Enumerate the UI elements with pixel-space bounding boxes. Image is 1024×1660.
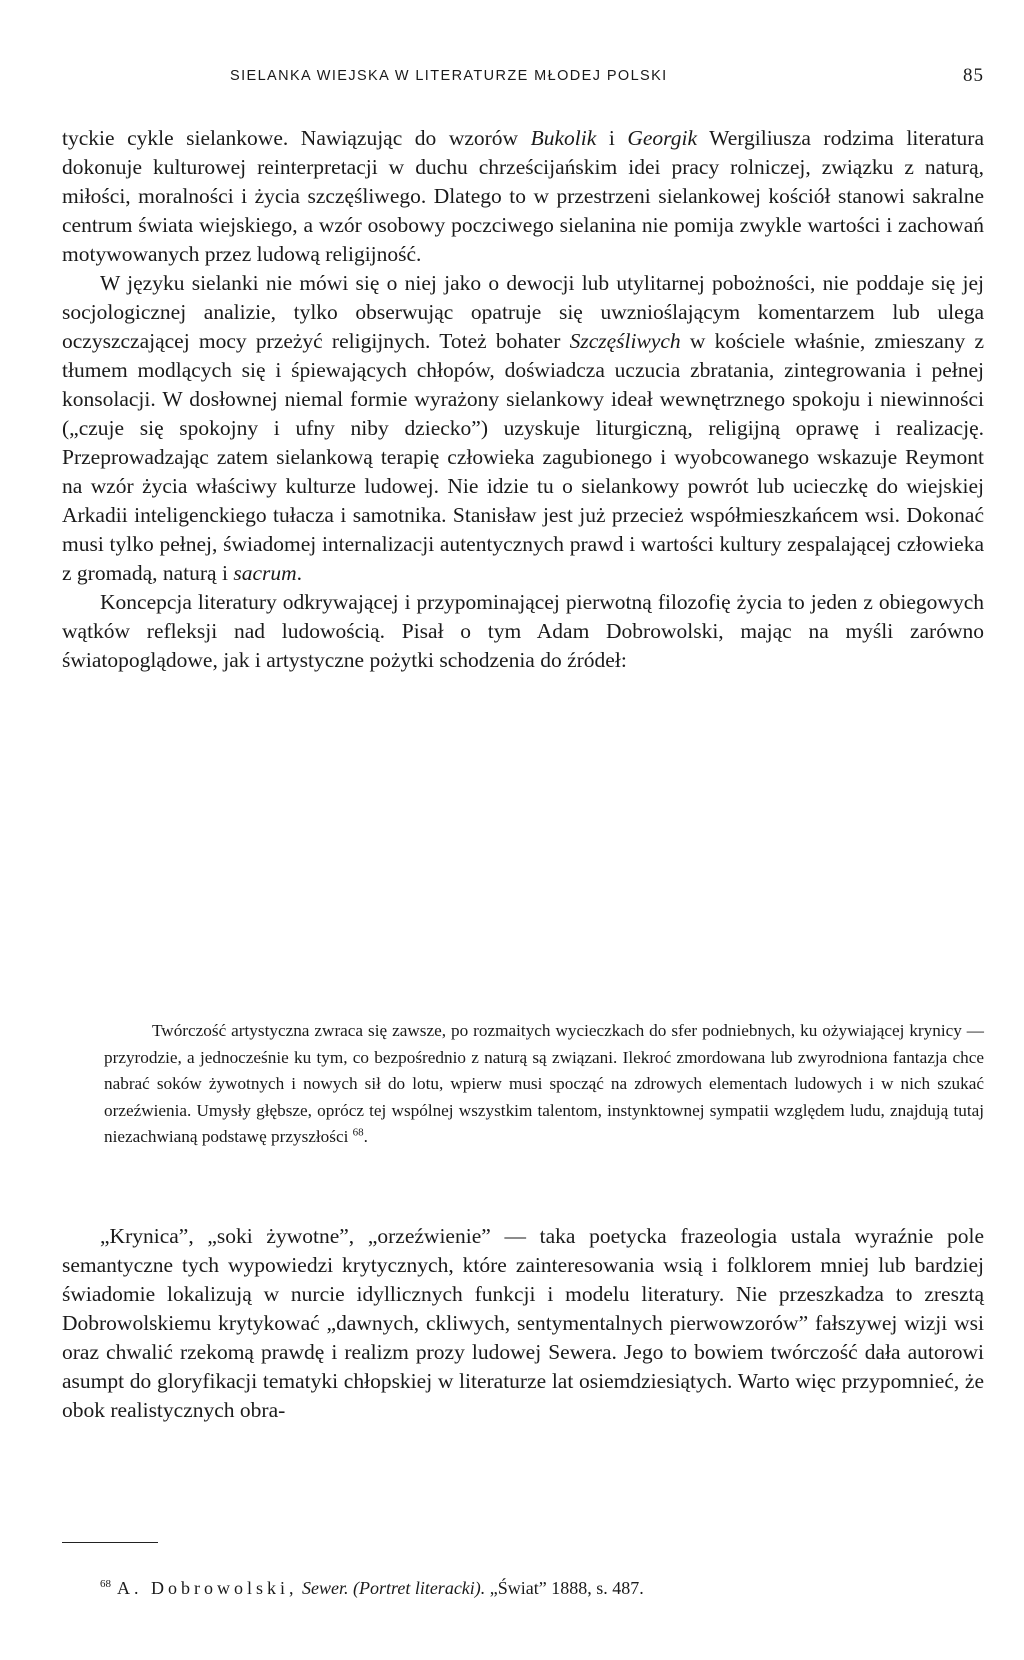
text-run: . — [296, 561, 303, 585]
text-run: tyckie cykle sielankowe. Nawiązując do wzorów — [62, 126, 531, 150]
paragraph-1 — [62, 124, 984, 269]
italic-title: Georgik — [627, 126, 697, 150]
main-text — [62, 124, 984, 675]
footnote — [100, 1572, 980, 1600]
block-quote — [104, 1018, 984, 1151]
page-number: 85 — [963, 65, 984, 86]
paragraph-3: Koncepcja literatury odkrywającej i przypominającej pierwotną filozofię życia to jeden z obiegowych wątków refleksji nad ludowością. Pisał o tym Adam Dobrowolski, mając na myśli zarówno światopoglądowe, jak i artystyczne pożytki schodzenia do źródeł: — [62, 590, 984, 672]
italic-title: Bukolik — [530, 126, 597, 150]
running-head: SIELANKA WIEJSKA W LITERATURZE MŁODEJ POLSKI — [230, 68, 668, 84]
text-run: . — [363, 1127, 368, 1146]
text-run: w kościele właśnie, zmieszany z tłumem modlących się i śpiewających chłopów, doświadcza uczucia zbratania, zintegrowania i pełnej konsolacji. W dosłownej niemal formie wyrażony sielankowy ideał wewnętrznego spokoju i niewinności („czuje się spokojny i ufny niby dziecko”) uzyskuje liturgiczną, religijną oprawę i realizację. Przeprowadzając zatem sielankową terapię człowieka zagubionego i wyobcowanego wskazuje Reymont na wzór życia właściwy kulturze ludowej. Nie idzie tu o sielankowy powrót lub ucieczkę do wiejskiej Arkadii inteligenckiego tułacza i samotnika. Stanisław jest już przecież współmieszkańcem wsi. Dokonać musi tylko pełnej, świadomej internalizacji autentycznych prawd i wartości kultury zespalającej człowieka z gromadą, naturą i — [62, 329, 984, 585]
footnote-mark: 68 — [100, 1578, 111, 1590]
italic-title: Szczęśliwych — [569, 329, 681, 353]
text-run: i — [596, 126, 628, 150]
paragraph-4: „Krynica”, „soki żywotne”, „orzeźwienie” — taka poetycka frazeologia ustala wyraźnie pole semantyczne tych wypowiedzi krytycznych, które zainteresowania wsią i folklorem mniej lub bardziej świadomie lokalizują w nurcie idyllicznych funkcji i modelu literatury. Nie przeszkadza to zresztą Dobrowolskiemu krytykować „dawnych, ckliwych, sentymentalnych pierwowzorów” fałszywej wizji wsi oraz chwalić rzekomą prawdę i realizm prozy ludowej Sewera. Jego to bowiem twórczość dała autorowi asumpt do gloryfikacji tematyki chłopskiej w literaturze lat osiemdziesiątych. Warto więc przypomnieć, że obok realistycznych obra- — [62, 1224, 984, 1422]
page-header — [0, 65, 1024, 92]
footnote-divider — [62, 1542, 158, 1543]
text-run: Wergiliusza rodzima literatura dokonuje kulturowej reinterpretacji w duchu chrześcijańskim idei pracy rolniczej, związku z naturą, miłości, moralności i życia szczęśliwego. Dlatego to w przestrzeni sielankowej kościół stanowi sakralne centrum świata wiejskiego, a wzór osobowy poczciwego sielanina nie pomija zwykle wartości i zachowań motywowanych przez ludową religijność. — [62, 126, 984, 266]
text-run: W języku sielanki nie mówi się o niej jako o dewocji lub utylitarnej pobożności, nie poddaje się jej socjologicznej analizie, tylko obserwując opatruje się uwznioślającym komentarzem lub ulega oczyszczającej mocy przeżyć religijnych. Toteż bohater — [62, 271, 984, 353]
quote-text — [104, 1018, 984, 1151]
footnote-source: „Świat” 1888, s. 487. — [485, 1578, 644, 1598]
main-text-continued — [62, 1222, 984, 1425]
paragraph-2 — [62, 269, 984, 588]
footnote-reference: 68 — [352, 1126, 364, 1139]
italic-term: sacrum — [233, 561, 297, 585]
quote-body: Twórczość artystyczna zwraca się zawsze, po rozmaitych wycieczkach do sfer podniebnych, ku ożywiającej krynicy — przyrodzie, a jednocześnie ku tym, co bezpośrednio z naturą są związani. Ilekroć zmordowana lub zwyrodniona fantazja chce nabrać soków żywotnych i nowych sił do lotu, wpierw musi spocząć na zdrowych elementach ludowych i w nich szukać orzeźwienia. Umysły głębsze, oprócz tej wspólnej wszystkim talentom, instynktownej sympatii względem ludu, znajdują tutaj niezachwianą podstawę przyszłości — [104, 1021, 984, 1146]
footnote-title: Sewer. (Portret literacki). — [302, 1578, 486, 1598]
footnote-author: A. Dobrowolski, — [117, 1578, 298, 1598]
